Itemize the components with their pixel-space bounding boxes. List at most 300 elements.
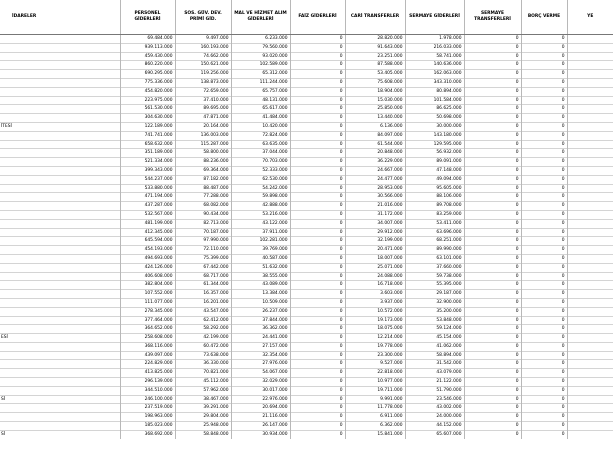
value-cell: 63.101.000 bbox=[405, 254, 464, 263]
value-cell: 0 bbox=[464, 413, 521, 422]
table-row bbox=[0, 43, 613, 52]
value-cell: 63.696.000 bbox=[405, 228, 464, 237]
truncated-cell bbox=[567, 105, 613, 114]
value-cell: 101.584.000 bbox=[405, 96, 464, 105]
truncated-cell bbox=[567, 316, 613, 325]
value-cell: 0 bbox=[521, 114, 567, 123]
value-cell: 0 bbox=[521, 87, 567, 96]
value-cell: 53.848.000 bbox=[405, 316, 464, 325]
value-cell: 20.471.000 bbox=[345, 246, 405, 255]
table-row bbox=[0, 202, 613, 211]
value-cell: 0 bbox=[521, 166, 567, 175]
value-cell: 30.000.000 bbox=[405, 122, 464, 131]
value-cell: 0 bbox=[290, 78, 345, 87]
row-name-cell bbox=[0, 149, 120, 158]
value-cell: 0 bbox=[464, 246, 521, 255]
value-cell: 19.778.000 bbox=[345, 342, 405, 351]
value-cell: 0 bbox=[290, 263, 345, 272]
value-cell: 939.113.000 bbox=[120, 43, 175, 52]
value-cell: 21.122.000 bbox=[405, 378, 464, 387]
row-name-cell bbox=[0, 219, 120, 228]
value-cell: 16.718.000 bbox=[345, 281, 405, 290]
row-name-cell bbox=[0, 254, 120, 263]
value-cell: 30.566.000 bbox=[345, 193, 405, 202]
value-cell: 42.888.000 bbox=[231, 202, 290, 211]
value-cell: 0 bbox=[464, 281, 521, 290]
row-name-cell bbox=[0, 87, 120, 96]
value-cell: 27.157.000 bbox=[231, 342, 290, 351]
value-cell: 49.094.000 bbox=[405, 175, 464, 184]
value-cell: 454.820.000 bbox=[120, 87, 175, 96]
truncated-cell bbox=[567, 87, 613, 96]
value-cell: 0 bbox=[464, 202, 521, 211]
value-cell: 102.589.000 bbox=[231, 61, 290, 70]
value-cell: 304.630.000 bbox=[120, 114, 175, 123]
value-cell: 0 bbox=[290, 149, 345, 158]
row-name-cell bbox=[0, 166, 120, 175]
column-header-truncated: YE bbox=[567, 0, 613, 35]
value-cell: 18.904.000 bbox=[345, 87, 405, 96]
value-cell: 0 bbox=[290, 342, 345, 351]
table-row bbox=[0, 430, 613, 438]
row-name-cell bbox=[0, 52, 120, 61]
value-cell: 21.116.000 bbox=[231, 413, 290, 422]
value-cell: 0 bbox=[290, 140, 345, 149]
value-cell: 58.292.000 bbox=[175, 325, 231, 334]
truncated-cell bbox=[567, 166, 613, 175]
row-name-cell bbox=[0, 281, 120, 290]
truncated-cell bbox=[567, 246, 613, 255]
table-row bbox=[0, 61, 613, 70]
value-cell: 60.472.000 bbox=[175, 342, 231, 351]
value-cell: 10.977.000 bbox=[345, 378, 405, 387]
value-cell: 16.357.000 bbox=[175, 290, 231, 299]
value-cell: 48.131.000 bbox=[231, 96, 290, 105]
value-cell: 0 bbox=[464, 43, 521, 52]
row-name-cell bbox=[0, 325, 120, 334]
value-cell: 0 bbox=[521, 237, 567, 246]
value-cell: 0 bbox=[521, 122, 567, 131]
truncated-cell bbox=[567, 378, 613, 387]
value-cell: 0 bbox=[464, 105, 521, 114]
row-name-cell bbox=[0, 61, 120, 70]
row-name-cell: ESİ bbox=[0, 334, 120, 343]
value-cell: 53.405.000 bbox=[345, 70, 405, 79]
value-cell: 0 bbox=[290, 307, 345, 316]
value-cell: 53.216.000 bbox=[231, 210, 290, 219]
value-cell: 0 bbox=[290, 122, 345, 131]
value-cell: 223.975.000 bbox=[120, 96, 175, 105]
table-row bbox=[0, 70, 613, 79]
value-cell: 0 bbox=[290, 246, 345, 255]
value-cell: 532.567.000 bbox=[120, 210, 175, 219]
value-cell: 61.544.000 bbox=[345, 140, 405, 149]
value-cell: 0 bbox=[464, 87, 521, 96]
truncated-cell bbox=[567, 78, 613, 87]
value-cell: 43.122.000 bbox=[231, 219, 290, 228]
value-cell: 0 bbox=[290, 61, 345, 70]
value-cell: 0 bbox=[464, 307, 521, 316]
value-cell: 41.484.000 bbox=[231, 114, 290, 123]
value-cell: 0 bbox=[290, 184, 345, 193]
value-cell: 37.911.000 bbox=[231, 228, 290, 237]
value-cell: 0 bbox=[464, 131, 521, 140]
value-cell: 216.033.000 bbox=[405, 43, 464, 52]
value-cell: 16.201.000 bbox=[175, 298, 231, 307]
truncated-cell bbox=[567, 122, 613, 131]
table-row bbox=[0, 290, 613, 299]
value-cell: 344.510.000 bbox=[120, 386, 175, 395]
value-cell: 9.497.000 bbox=[175, 35, 231, 44]
value-cell: 382.804.000 bbox=[120, 281, 175, 290]
value-cell: 0 bbox=[290, 193, 345, 202]
value-cell: 89.091.000 bbox=[405, 158, 464, 167]
value-cell: 95.605.000 bbox=[405, 184, 464, 193]
value-cell: 150.621.000 bbox=[175, 61, 231, 70]
value-cell: 0 bbox=[464, 193, 521, 202]
value-cell: 0 bbox=[521, 360, 567, 369]
truncated-cell bbox=[567, 61, 613, 70]
truncated-cell bbox=[567, 70, 613, 79]
value-cell: 0 bbox=[290, 202, 345, 211]
table-row bbox=[0, 316, 613, 325]
row-name-cell bbox=[0, 298, 120, 307]
table-row bbox=[0, 413, 613, 422]
value-cell: 54.242.000 bbox=[231, 184, 290, 193]
value-cell: 0 bbox=[521, 193, 567, 202]
value-cell: 0 bbox=[521, 52, 567, 61]
value-cell: 19.711.000 bbox=[345, 386, 405, 395]
value-cell: 58.894.000 bbox=[405, 351, 464, 360]
table-row bbox=[0, 228, 613, 237]
table-row bbox=[0, 166, 613, 175]
value-cell: 41.062.000 bbox=[405, 342, 464, 351]
value-cell: 3.937.000 bbox=[345, 298, 405, 307]
value-cell: 38.467.000 bbox=[175, 395, 231, 404]
value-cell: 43.547.000 bbox=[175, 307, 231, 316]
truncated-cell bbox=[567, 430, 613, 438]
value-cell: 0 bbox=[464, 228, 521, 237]
value-cell: 246.100.000 bbox=[120, 395, 175, 404]
table-body bbox=[0, 35, 613, 439]
value-cell: 79.560.000 bbox=[231, 43, 290, 52]
value-cell: 90.434.000 bbox=[175, 210, 231, 219]
value-cell: 65.757.000 bbox=[231, 87, 290, 96]
row-name-cell: Sİ bbox=[0, 430, 120, 438]
value-cell: 13.384.000 bbox=[231, 290, 290, 299]
value-cell: 0 bbox=[464, 378, 521, 387]
table-row bbox=[0, 342, 613, 351]
value-cell: 35.200.000 bbox=[405, 307, 464, 316]
value-cell: 72.824.000 bbox=[231, 131, 290, 140]
value-cell: 24.088.000 bbox=[345, 272, 405, 281]
value-cell: 89.708.000 bbox=[405, 202, 464, 211]
value-cell: 59.124.000 bbox=[405, 325, 464, 334]
value-cell: 39.769.000 bbox=[231, 246, 290, 255]
value-cell: 6.911.000 bbox=[345, 413, 405, 422]
value-cell: 69.484.000 bbox=[120, 35, 175, 44]
truncated-cell bbox=[567, 369, 613, 378]
value-cell: 73.638.000 bbox=[175, 351, 231, 360]
value-cell: 0 bbox=[464, 369, 521, 378]
truncated-cell bbox=[567, 395, 613, 404]
row-name-cell bbox=[0, 70, 120, 79]
value-cell: 24.477.000 bbox=[345, 175, 405, 184]
table-row bbox=[0, 246, 613, 255]
value-cell: 62.530.000 bbox=[231, 175, 290, 184]
truncated-cell bbox=[567, 175, 613, 184]
value-cell: 237.519.000 bbox=[120, 404, 175, 413]
value-cell: 224.829.000 bbox=[120, 360, 175, 369]
value-cell: 0 bbox=[521, 272, 567, 281]
value-cell: 25.071.000 bbox=[345, 263, 405, 272]
table-row bbox=[0, 149, 613, 158]
value-cell: 377.464.000 bbox=[120, 316, 175, 325]
value-cell: 45.154.000 bbox=[405, 334, 464, 343]
truncated-cell bbox=[567, 193, 613, 202]
value-cell: 129.595.000 bbox=[405, 140, 464, 149]
value-cell: 87.182.000 bbox=[175, 175, 231, 184]
value-cell: 0 bbox=[521, 246, 567, 255]
value-cell: 0 bbox=[464, 219, 521, 228]
value-cell: 36.330.000 bbox=[175, 360, 231, 369]
column-header-sermaye-transfer: SERMAYE TRANSFERLERİ bbox=[464, 0, 521, 35]
value-cell: 368.692.000 bbox=[120, 430, 175, 438]
value-cell: 70.821.000 bbox=[175, 369, 231, 378]
truncated-cell bbox=[567, 272, 613, 281]
value-cell: 0 bbox=[521, 43, 567, 52]
value-cell: 61.344.000 bbox=[175, 281, 231, 290]
truncated-cell bbox=[567, 96, 613, 105]
value-cell: 0 bbox=[464, 184, 521, 193]
value-cell: 140.636.000 bbox=[405, 61, 464, 70]
value-cell: 162.063.000 bbox=[405, 70, 464, 79]
value-cell: 160.193.000 bbox=[175, 43, 231, 52]
value-cell: 0 bbox=[464, 166, 521, 175]
table-row bbox=[0, 210, 613, 219]
truncated-cell bbox=[567, 43, 613, 52]
truncated-cell bbox=[567, 422, 613, 431]
row-name-cell bbox=[0, 140, 120, 149]
value-cell: 91.643.000 bbox=[345, 43, 405, 52]
row-name-cell bbox=[0, 228, 120, 237]
value-cell: 58.741.000 bbox=[405, 52, 464, 61]
value-cell: 860.220.000 bbox=[120, 61, 175, 70]
value-cell: 89.990.000 bbox=[405, 246, 464, 255]
value-cell: 0 bbox=[290, 210, 345, 219]
value-cell: 0 bbox=[464, 404, 521, 413]
value-cell: 0 bbox=[290, 395, 345, 404]
value-cell: 77.288.000 bbox=[175, 193, 231, 202]
value-cell: 65.312.000 bbox=[231, 70, 290, 79]
value-cell: 10.572.000 bbox=[345, 307, 405, 316]
value-cell: 102.281.000 bbox=[231, 237, 290, 246]
value-cell: 0 bbox=[290, 281, 345, 290]
value-cell: 544.237.000 bbox=[120, 175, 175, 184]
value-cell: 38.555.000 bbox=[231, 272, 290, 281]
value-cell: 63.635.000 bbox=[231, 140, 290, 149]
value-cell: 42.199.000 bbox=[175, 334, 231, 343]
value-cell: 0 bbox=[290, 96, 345, 105]
value-cell: 0 bbox=[290, 413, 345, 422]
value-cell: 0 bbox=[290, 386, 345, 395]
value-cell: 111.077.000 bbox=[120, 298, 175, 307]
value-cell: 51.632.000 bbox=[231, 263, 290, 272]
value-cell: 0 bbox=[290, 360, 345, 369]
truncated-cell bbox=[567, 404, 613, 413]
value-cell: 82.713.000 bbox=[175, 219, 231, 228]
value-cell: 198.963.000 bbox=[120, 413, 175, 422]
value-cell: 0 bbox=[521, 131, 567, 140]
value-cell: 0 bbox=[464, 290, 521, 299]
truncated-cell bbox=[567, 342, 613, 351]
value-cell: 34.007.000 bbox=[345, 219, 405, 228]
value-cell: 93.020.000 bbox=[231, 52, 290, 61]
row-name-cell bbox=[0, 131, 120, 140]
value-cell: 20.694.000 bbox=[231, 404, 290, 413]
row-name-cell bbox=[0, 96, 120, 105]
row-name-cell bbox=[0, 342, 120, 351]
value-cell: 37.044.000 bbox=[231, 149, 290, 158]
value-cell: 0 bbox=[290, 430, 345, 438]
value-cell: 0 bbox=[521, 158, 567, 167]
value-cell: 278.345.000 bbox=[120, 307, 175, 316]
value-cell: 11.778.000 bbox=[345, 404, 405, 413]
column-header-personel: PERSONEL GİDERLERİ bbox=[120, 0, 175, 35]
value-cell: 0 bbox=[464, 61, 521, 70]
column-header-idareler: İDARELER bbox=[0, 0, 120, 35]
value-cell: 0 bbox=[290, 237, 345, 246]
value-cell: 1.978.000 bbox=[405, 35, 464, 44]
value-cell: 20.848.000 bbox=[345, 149, 405, 158]
value-cell: 0 bbox=[521, 378, 567, 387]
value-cell: 26.237.000 bbox=[231, 307, 290, 316]
table-row bbox=[0, 105, 613, 114]
value-cell: 0 bbox=[464, 263, 521, 272]
value-cell: 24.441.000 bbox=[231, 334, 290, 343]
value-cell: 58.848.000 bbox=[175, 430, 231, 438]
value-cell: 59.738.000 bbox=[405, 272, 464, 281]
value-cell: 70.187.000 bbox=[175, 228, 231, 237]
truncated-cell bbox=[567, 158, 613, 167]
value-cell: 0 bbox=[464, 114, 521, 123]
value-cell: 83.259.000 bbox=[405, 210, 464, 219]
truncated-cell bbox=[567, 263, 613, 272]
table-row bbox=[0, 422, 613, 431]
value-cell: 0 bbox=[464, 52, 521, 61]
value-cell: 424.126.000 bbox=[120, 263, 175, 272]
value-cell: 0 bbox=[521, 316, 567, 325]
table-row bbox=[0, 35, 613, 44]
value-cell: 0 bbox=[290, 35, 345, 44]
table-row bbox=[0, 298, 613, 307]
value-cell: 0 bbox=[290, 228, 345, 237]
value-cell: 47.148.000 bbox=[405, 166, 464, 175]
value-cell: 0 bbox=[464, 210, 521, 219]
value-cell: 0 bbox=[290, 422, 345, 431]
table-row bbox=[0, 351, 613, 360]
row-name-cell bbox=[0, 43, 120, 52]
table-row bbox=[0, 122, 613, 131]
value-cell: 32.199.000 bbox=[345, 237, 405, 246]
value-cell: 533.880.000 bbox=[120, 184, 175, 193]
truncated-cell bbox=[567, 210, 613, 219]
value-cell: 32.900.000 bbox=[405, 298, 464, 307]
row-name-cell bbox=[0, 360, 120, 369]
column-header-faiz: FAİZ GİDERLERİ bbox=[290, 0, 345, 35]
value-cell: 521.334.000 bbox=[120, 158, 175, 167]
row-name-cell bbox=[0, 202, 120, 211]
truncated-cell bbox=[567, 325, 613, 334]
value-cell: 32.029.000 bbox=[231, 378, 290, 387]
value-cell: 0 bbox=[290, 87, 345, 96]
value-cell: 19.173.000 bbox=[345, 316, 405, 325]
value-cell: 36.229.000 bbox=[345, 158, 405, 167]
value-cell: 28.820.000 bbox=[345, 35, 405, 44]
value-cell: 0 bbox=[521, 298, 567, 307]
truncated-cell bbox=[567, 307, 613, 316]
value-cell: 0 bbox=[521, 175, 567, 184]
value-cell: 0 bbox=[521, 219, 567, 228]
value-cell: 23.300.000 bbox=[345, 351, 405, 360]
value-cell: 0 bbox=[290, 175, 345, 184]
value-cell: 3.603.000 bbox=[345, 290, 405, 299]
truncated-cell bbox=[567, 131, 613, 140]
value-cell: 0 bbox=[464, 78, 521, 87]
value-cell: 0 bbox=[521, 96, 567, 105]
value-cell: 0 bbox=[464, 342, 521, 351]
value-cell: 43.002.000 bbox=[405, 404, 464, 413]
value-cell: 368.116.000 bbox=[120, 342, 175, 351]
value-cell: 481.199.000 bbox=[120, 219, 175, 228]
value-cell: 0 bbox=[521, 149, 567, 158]
value-cell: 47.871.000 bbox=[175, 114, 231, 123]
value-cell: 0 bbox=[464, 140, 521, 149]
truncated-cell bbox=[567, 351, 613, 360]
value-cell: 20.164.000 bbox=[175, 122, 231, 131]
table-row bbox=[0, 254, 613, 263]
row-name-cell bbox=[0, 272, 120, 281]
table-row bbox=[0, 334, 613, 343]
row-name-cell bbox=[0, 35, 120, 44]
table-row bbox=[0, 369, 613, 378]
table-row bbox=[0, 360, 613, 369]
table-row bbox=[0, 87, 613, 96]
value-cell: 690.295.000 bbox=[120, 70, 175, 79]
value-cell: 68.082.000 bbox=[175, 202, 231, 211]
value-cell: 51.790.000 bbox=[405, 386, 464, 395]
value-cell: 59.898.000 bbox=[231, 193, 290, 202]
table-row bbox=[0, 307, 613, 316]
value-cell: 0 bbox=[464, 149, 521, 158]
row-name-cell bbox=[0, 114, 120, 123]
value-cell: 57.962.000 bbox=[175, 386, 231, 395]
value-cell: 15.841.000 bbox=[345, 430, 405, 438]
value-cell: 10.420.000 bbox=[231, 122, 290, 131]
value-cell: 185.023.000 bbox=[120, 422, 175, 431]
value-cell: 0 bbox=[521, 395, 567, 404]
value-cell: 107.552.000 bbox=[120, 290, 175, 299]
column-header-borc-verme: BORÇ VERME bbox=[521, 0, 567, 35]
value-cell: 24.667.000 bbox=[345, 166, 405, 175]
value-cell: 296.139.000 bbox=[120, 378, 175, 387]
value-cell: 23.251.000 bbox=[345, 52, 405, 61]
value-cell: 50.698.000 bbox=[405, 114, 464, 123]
column-header-cari-transfer: CARİ TRANSFERLER bbox=[345, 0, 405, 35]
row-name-cell bbox=[0, 351, 120, 360]
truncated-cell bbox=[567, 298, 613, 307]
value-cell: 0 bbox=[521, 70, 567, 79]
